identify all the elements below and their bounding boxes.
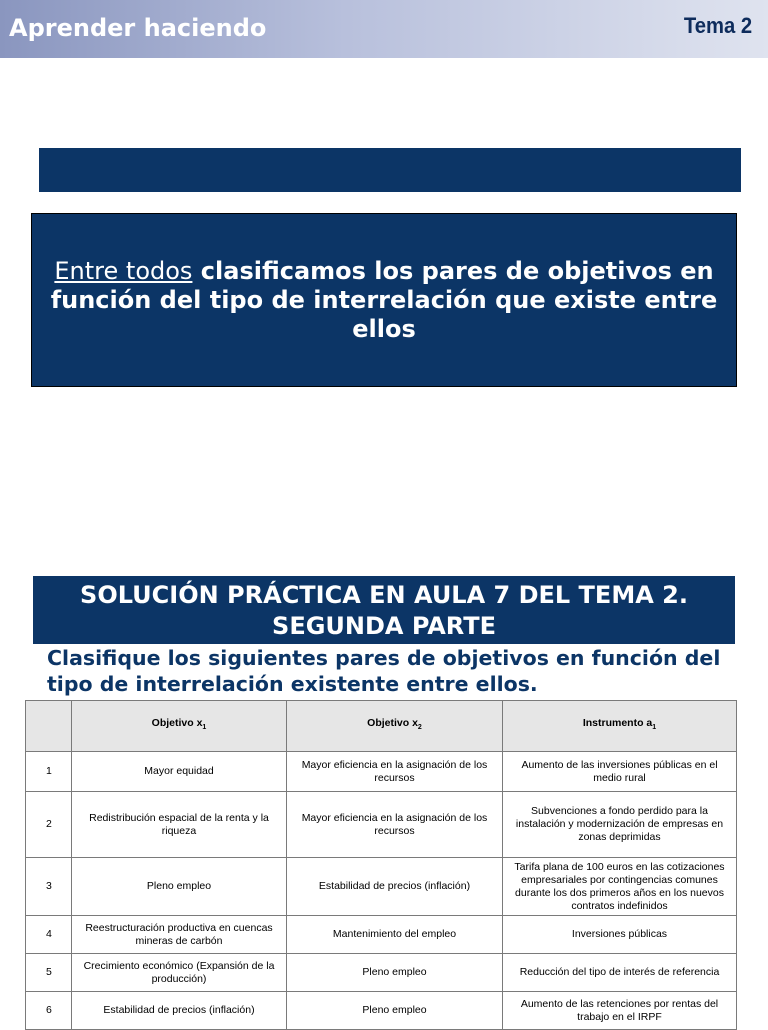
cell-instrumento-a1: Tarifa plana de 100 euros en las cotizaciones empresariales por contingencias comunes durante los dos primeros años en los nuevos contratos indefinidos xyxy=(503,858,737,916)
cell-objetivo-x1: Pleno empleo xyxy=(72,858,287,916)
solution-line1: SOLUCIÓN PRÁCTICA EN AULA 7 DEL TEMA 2. xyxy=(80,581,688,609)
row-number: 2 xyxy=(26,792,72,858)
cell-objetivo-x1: Redistribución espacial de la renta y la riqueza xyxy=(72,792,287,858)
table-row xyxy=(26,792,737,858)
header-tema: Tema 2 xyxy=(683,13,752,38)
blank-banner xyxy=(39,148,741,192)
cell-objetivo-x1: Crecimiento económico (Expansión de la producción) xyxy=(72,954,287,992)
intro-underlined: Entre todos xyxy=(54,256,193,285)
header-instrumento-a1: Instrumento $a_1$ xyxy=(503,701,737,752)
row-number: 6 xyxy=(26,992,72,1030)
header-number xyxy=(26,701,72,752)
cell-objetivo-x1: Estabilidad de precios (inflación) xyxy=(72,992,287,1030)
cell-objetivo-x2: Estabilidad de precios (inflación) xyxy=(287,858,503,916)
intro-text xyxy=(44,257,724,344)
cell-objetivo-x1: Mayor equidad xyxy=(72,752,287,792)
header-title: Aprender haciendo xyxy=(9,14,267,42)
row-number: 4 xyxy=(26,916,72,954)
header-objetivo-x1: Objetivo $x_1$ xyxy=(72,701,287,752)
cell-objetivo-x2: Mantenimiento del empleo xyxy=(287,916,503,954)
cell-objetivo-x2: Mayor eficiencia en la asignación de los recursos xyxy=(287,752,503,792)
cell-instrumento-a1: Inversiones públicas xyxy=(503,916,737,954)
table-row xyxy=(26,752,737,792)
row-number: 1 xyxy=(26,752,72,792)
intro-box xyxy=(31,213,737,387)
row-number: 3 xyxy=(26,858,72,916)
table-row xyxy=(26,916,737,954)
cell-instrumento-a1: Aumento de las retenciones por rentas del trabajo en el IRPF xyxy=(503,992,737,1030)
solution-banner xyxy=(33,576,735,644)
solution-line2: SEGUNDA PARTE xyxy=(272,612,496,640)
objectives-table xyxy=(25,700,737,1030)
cell-objetivo-x1: Reestructuración productiva en cuencas mineras de carbón xyxy=(72,916,287,954)
cell-objetivo-x2: Mayor eficiencia en la asignación de los recursos xyxy=(287,792,503,858)
cell-objetivo-x2: Pleno empleo xyxy=(287,954,503,992)
cell-objetivo-x2: Pleno empleo xyxy=(287,992,503,1030)
instruction-text: Clasifique los siguientes pares de objetivos en función del tipo de interrelación existente entre ellos. xyxy=(47,646,721,696)
cell-instrumento-a1: Aumento de las inversiones públicas en el medio rural xyxy=(503,752,737,792)
table-row xyxy=(26,858,737,916)
intro-rest: clasificamos los pares de objetivos en función del tipo de interrelación que existe entre ellos xyxy=(50,256,718,343)
header-objetivo-x2: Objetivo $x_2$ xyxy=(287,701,503,752)
header-bar xyxy=(0,0,768,58)
row-number: 5 xyxy=(26,954,72,992)
cell-instrumento-a1: Reducción del tipo de interés de referencia xyxy=(503,954,737,992)
cell-instrumento-a1: Subvenciones a fondo perdido para la instalación y modernización de empresas en zonas deprimidas xyxy=(503,792,737,858)
table-header-row xyxy=(26,701,737,752)
table-row xyxy=(26,954,737,992)
